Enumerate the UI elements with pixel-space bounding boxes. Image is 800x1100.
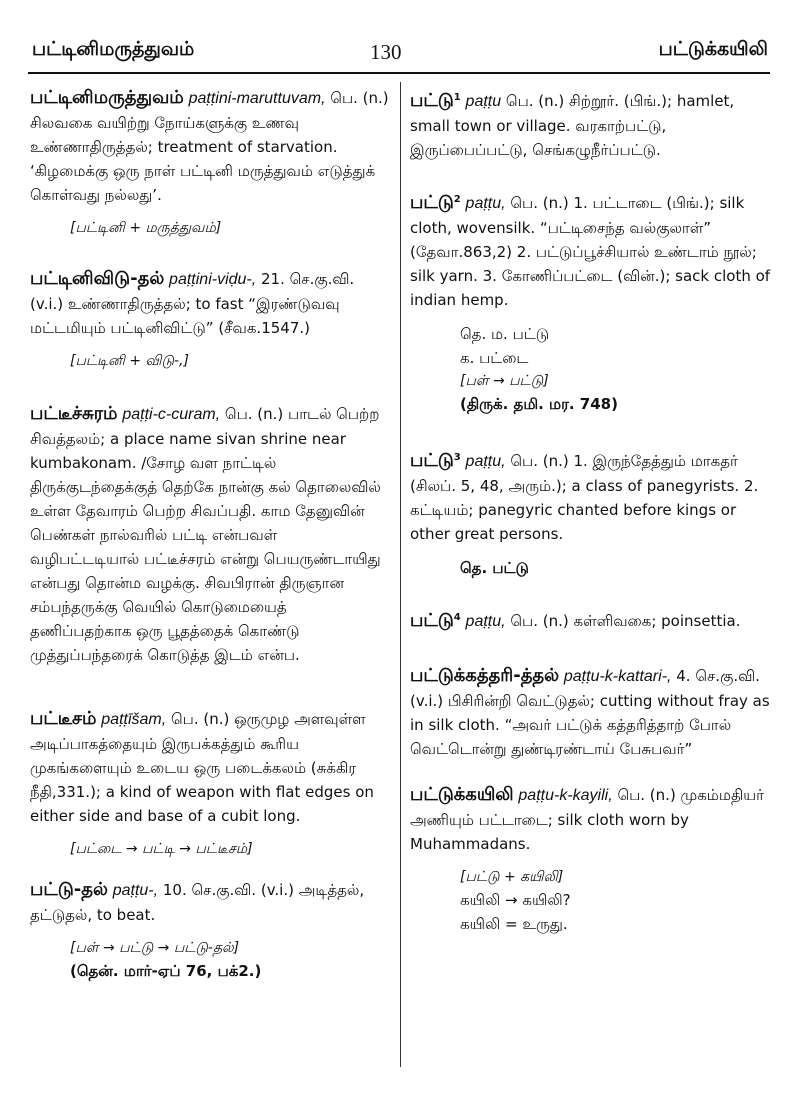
dictionary-entry <box>30 402 390 667</box>
entry-definition: பெ. (n.) 1. இருந்தேத்தும் மாகதர் (சிலப். 5, 48, அரும்.); a class of panegyrists. 2. கட்டியம்; panegyric chanted before kings or other great persons. <box>410 452 759 543</box>
entry-cognate: தெ. பட்டு <box>460 559 529 577</box>
entry-headword: பட்டு <box>410 192 454 213</box>
dictionary-entry <box>410 783 772 856</box>
entry-etymology: [பட்டினி + விடு-,] <box>70 353 189 369</box>
running-head-left: பட்டினிமருத்துவம் <box>32 38 195 60</box>
entry-etymology: [பட்டு + கயிலி] <box>460 869 564 885</box>
dictionary-entry <box>410 606 772 634</box>
dictionary-entry <box>30 86 390 207</box>
entry-headword: பட்டீச்சுரம் <box>30 403 118 424</box>
homonym-number: 1 <box>453 92 461 103</box>
entry-definition: பெ. (n.) ஒருமுழ அளவுள்ள அடிப்பாகத்தையும் இருபக்கத்தும் கூரிய முகங்களையும் உடைய ஒரு படைக்கலம் (சுக்கிர நீதி,331.); a kind of weapon with flat edges on either side and base of a cubit long. <box>30 710 374 825</box>
homonym-number: 4 <box>453 612 461 623</box>
entry-transliteration: paṭṭu-k-kayili, <box>518 787 613 804</box>
entry-headword: பட்டினிமருத்துவம் <box>30 87 184 108</box>
entry-definition: பெ. (n.) சிற்றூர். (பிங்.); hamlet, small town or village. வரகாற்பட்டு, இருப்பைப்பட்டு, செங்கழுநீர்ப்பட்டு. <box>410 92 735 159</box>
entry-transliteration: paṭṭu-, <box>112 882 159 899</box>
entry-reference: (தென். மார்-ஏப் 76, பக்2.) <box>70 962 262 980</box>
entry-headword: பட்டு <box>410 610 454 631</box>
entry-headword: பட்டு <box>410 450 454 471</box>
entry-headword: பட்டு-தல் <box>30 879 108 900</box>
right-column <box>410 86 772 936</box>
entry-headword: பட்டு <box>410 90 454 111</box>
dictionary-entry <box>30 707 390 828</box>
entry-definition: பெ. (n.) கள்ளிவகை; poinsettia. <box>510 612 741 630</box>
left-column <box>30 86 390 983</box>
homonym-number: 3 <box>453 452 461 463</box>
entry-definition: பெ. (n.) முகம்மதியர் அணியும் பட்டாடை; silk cloth worn by Muhammadans. <box>410 786 764 853</box>
dictionary-entry <box>410 446 772 546</box>
entry-note: கயிலி = உருது. <box>460 915 568 933</box>
dictionary-entry <box>410 86 772 162</box>
entry-transliteration: paṭṭini-viḍu-, <box>169 271 257 288</box>
entry-etymology: [பள் → பட்டு] <box>460 373 549 389</box>
entry-cognate: தெ. ம. பட்டு <box>460 325 550 343</box>
entry-headword: பட்டீசம் <box>30 708 97 729</box>
page-header <box>0 0 800 80</box>
entry-transliteration: paṭṭu, <box>465 195 506 212</box>
entry-etymology: [பட்டினி + மருத்துவம்] <box>70 220 222 236</box>
entry-definition: 10. செ.கு.வி. (v.i.) அடித்தல், தட்டுதல், to beat. <box>30 881 365 924</box>
entry-headword: பட்டுக்கயிலி <box>410 784 514 805</box>
dictionary-entry <box>30 267 390 340</box>
entry-transliteration: paṭṭi-c-curam, <box>122 406 221 423</box>
dictionary-entry <box>410 664 772 761</box>
entry-note: கயிலி → கயிலி? <box>460 891 571 909</box>
entry-definition: பெ. (n.) 1. பட்டாடை (பிங்.); silk cloth, wovensilk. “பட்டிசைந்த வல்குலாள்” (தேவா.863,2) 2. பட்டுப்பூச்சியால் உண்டாம் நூல்; silk yarn. 3. கோணிப்பட்டை (வின்.); sack cloth of indian hemp. <box>410 194 771 309</box>
entry-reference: (திருக். தமி. மர. 748) <box>460 395 618 413</box>
entry-cognate: க. பட்டை <box>460 349 529 367</box>
entry-definition: 4. செ.கு.வி. (v.i.) பிசிரின்றி வெட்டுதல்; cutting without fray as in silk cloth. “அவர் பட்டுக் கத்தரித்தாற் போல் வெட்டொன்று துண்டிரண்டாய் பேசுபவர்” <box>410 667 770 758</box>
entry-definition: 21. செ.கு.வி. (v.i.) உண்ணாதிருத்தல்; to fast “இரண்டுவவு மட்டமியும் பட்டினிவிட்டு” (சீவக.1547.) <box>30 270 355 337</box>
header-rule <box>28 72 770 74</box>
running-head-right: பட்டுக்கயிலி <box>658 38 768 60</box>
entry-etymology: [பட்டை → பட்டி → பட்டீசம்] <box>70 841 253 857</box>
entry-transliteration: paṭṭini-maruttuvam, <box>188 90 326 107</box>
dictionary-entry <box>410 188 772 312</box>
entry-transliteration: paṭṭu <box>465 93 502 110</box>
entry-headword: பட்டுக்கத்தரி-த்தல் <box>410 665 560 686</box>
entry-definition: பெ. (n.) சிலவகை வயிற்று நோய்களுக்கு உணவு உண்ணாதிருத்தல்; treatment of starvation. ‘கிழமைக்கு ஒரு நாள் பட்டினி மருத்துவம் எடுத்துக் கொள்வது நல்லது’. <box>30 89 389 204</box>
entry-transliteration: paṭṭīšam, <box>101 711 167 728</box>
entry-transliteration: paṭṭu-k-kattari-, <box>563 668 672 685</box>
entry-transliteration: paṭṭu, <box>465 613 506 630</box>
column-divider <box>400 82 401 1067</box>
page-number: 130 <box>370 40 402 64</box>
entry-definition: பெ. (n.) பாடல் பெற்ற சிவத்தலம்; a place name sivan shrine near kumbakonam. /சோழ வள நாட்டில் திருக்குடந்தைக்குத் தெற்கே நான்கு கல் தொலைவில் உள்ள தேவாரம் பெற்ற சிவப்பதி. காம தேனுவின் பெண்கள் நால்வரில் பட்டி என்பவள் வழிபட்டடியால் பட்டீச்சரம் என்று பெயருண்டாயிது என்பது தொன்ம வழக்கு. சிவபிரான் திருஞான சம்பந்தருக்கு வெயில் கொடுமையைத் தணிப்பதற்காக ஒரு பூதத்தைக் கொண்டு முத்துப்பந்தரைக் கொடுத்த இடம் என்ப. <box>30 405 381 664</box>
entry-headword: பட்டினிவிடு-தல் <box>30 268 165 289</box>
homonym-number: 2 <box>453 194 461 205</box>
entry-etymology: [பள் → பட்டு → பட்டு-தல்] <box>70 940 240 956</box>
entry-transliteration: paṭṭu, <box>465 453 506 470</box>
dictionary-entry <box>30 878 390 927</box>
